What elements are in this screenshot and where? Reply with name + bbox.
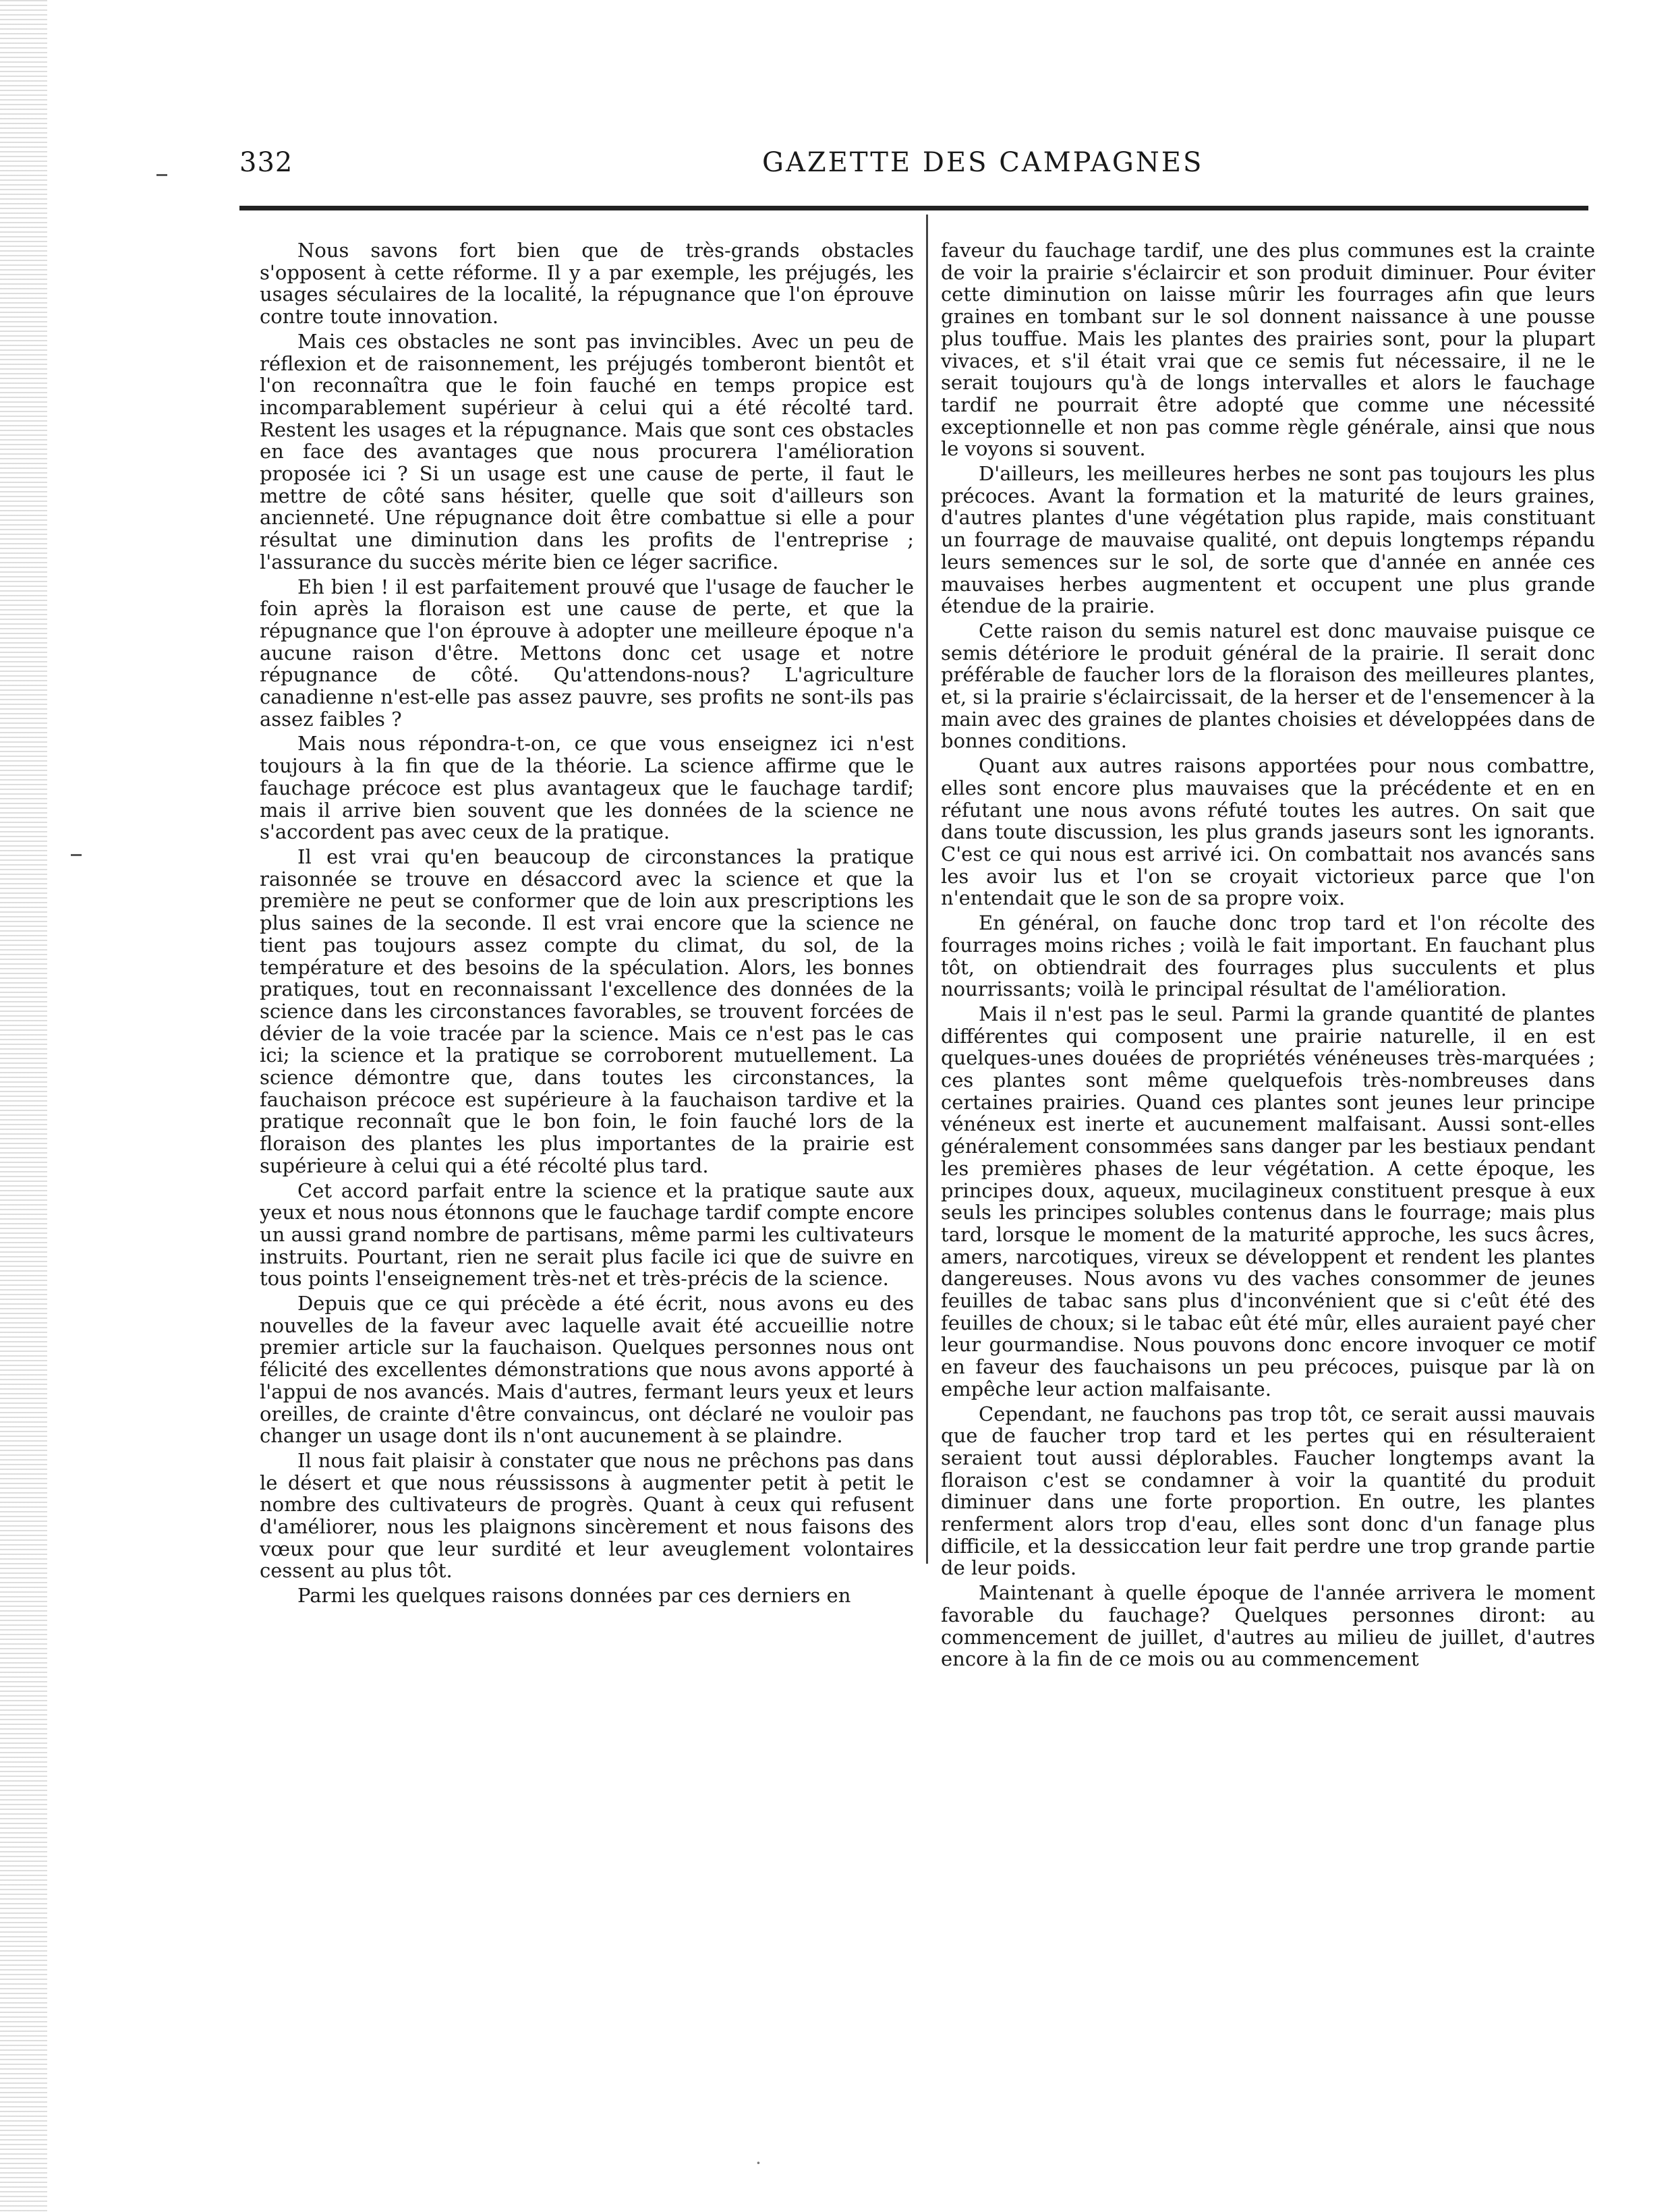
paragraph: Quant aux autres raisons apportées pour nous combattre, elles sont encore plus mauvaises que la précédente et en en réfutant une nous avons réfuté toutes les autres. On sait que dans toute discussion, les plus grands jaseurs sont les ignorants. C'est ce qui nous est arrivé ici. On combattait nos avancés sans les avoir lus et l'on se croyait victorieux parce que l'on n'entendait que le son de sa propre voix. bbox=[941, 754, 1595, 910]
paragraph: Cet accord parfait entre la science et la pratique saute aux yeux et nous nous étonnons que le fauchage tardif compte encore un aussi grand nombre de partisans, même parmi les cultivateurs instruits. Pourtant, rien ne serait plus facile ici que de suivre en tous points l'enseignement très-net et très-précis de la science. bbox=[260, 1179, 914, 1291]
paragraph: Mais nous répondra-t-on, ce que vous enseignez ici n'est toujours à la fin que de la théorie. La science affirme que le fauchage précoce est plus avantageux que le fauchage tardif; mais il arrive bien souvent que les données de la science ne s'accordent pas avec ceux de la pratique. bbox=[260, 732, 914, 844]
paragraph: Il nous fait plaisir à constater que nous ne prêchons pas dans le désert et que nous réussissons à augmenter petit à petit le nombre des cultivateurs de progrès. Quant à ceux qui refusent d'améliorer, nous les plaignons sincèrement et nous faisons des vœux pour que leur surdité et leur aveuglement volontaires cessent au plus tôt. bbox=[260, 1448, 914, 1583]
running-title: GAZETTE DES CAMPAGNES bbox=[762, 147, 1204, 178]
paragraph: Il est vrai qu'en beaucoup de circonstances la pratique raisonnée se trouve en désaccord avec la science et que la première ne peut se conformer que de loin aux prescriptions les plus saines de la seconde. Il est vrai encore que la science ne tient pas toujours assez compte du climat, du sol, de la température et des besoins de la spéculation. Alors, les bonnes pratiques, tout en reconnaissant l'excellence des données de la science dans les circonstances favorables, se trouvent forcées de dévier de la voie tracée par la science. Mais ce n'est pas le cas ici; la science et la pratique se corroborent mutuellement. La science démontre que, dans toutes les circonstances, la fauchaison précoce est supérieure à la fauchaison tardive et la pratique reconnaît que le bon foin, le foin fauché lors de la floraison des plantes les plus importantes de la prairie est supérieure à celui qui a été récolté plus tard. bbox=[260, 845, 914, 1177]
margin-mark bbox=[156, 174, 167, 176]
right-column bbox=[941, 239, 1595, 1673]
page-number: 332 bbox=[239, 147, 293, 178]
paragraph: faveur du fauchage tardif, une des plus communes est la crainte de voir la prairie s'éclaircir et son produit diminuer. Pour éviter cette diminution on laisse mûrir les fourrages afin que leurs graines en tombant sur le sol donnent naissance à une pousse plus touffue. Mais les plantes des prairies sont, pour la plupart vivaces, et s'il était vrai que ce semis fut nécessaire, il ne le serait toujours qu'à de longs intervalles et alors le fauchage tardif ne pourrait être adopté que comme une nécessité exceptionnelle et non pas comme règle générale, ainsi que nous le voyons si souvent. bbox=[941, 239, 1595, 461]
paragraph: Mais ces obstacles ne sont pas invincibles. Avec un peu de réflexion et de raisonnement, les préjugés tomberont bientôt et l'on reconnaîtra que le foin fauché en temps propice est incomparablement supérieur à celui qui a été récolté tard. Restent les usages et la répugnance. Mais que sont ces obstacles en face des avantages que nous procurera l'amélioration proposée ici ? Si un usage est une cause de perte, il faut le mettre de côté sans hésiter, quelle que soit d'ailleurs son ancienneté. Une répugnance doit être combattue si elle a pour résultat une diminution dans les profits de l'entreprise ; l'assurance du succès mérite bien ce léger sacrifice. bbox=[260, 329, 914, 573]
footer-speck: · bbox=[755, 2152, 761, 2174]
paragraph: En général, on fauche donc trop tard et l'on récolte des fourrages moins riches ; voilà le fait important. En fauchant plus tôt, on obtiendrait des fourrages plus succulents et plus nourrissants; voilà le principal résultat de l'amélioration. bbox=[941, 911, 1595, 1001]
paragraph: Cependant, ne fauchons pas trop tôt, ce serait aussi mauvais que de faucher trop tard et les pertes qui en résulteraient seraient tout aussi déplorables. Faucher longtemps avant la floraison c'est se condamner à voir la quantité du produit diminuer dans une forte proportion. En outre, les plantes renferment alors trop d'eau, elles sont donc d'un fanage plus difficile, et la dessiccation leur fait perdre une trop grande partie de leur poids. bbox=[941, 1402, 1595, 1580]
scan-edge-artifact bbox=[0, 0, 47, 2212]
margin-mark bbox=[71, 854, 82, 856]
paragraph: D'ailleurs, les meilleures herbes ne sont pas toujours les plus précoces. Avant la formation et la maturité de leurs graines, d'autres plantes d'une végétation plus rapide, mais constituant un fourrage de mauvaise qualité, ont depuis longtemps répandu leurs semences sur le sol, de sorte que d'année en année ces mauvaises herbes augmentent et occupent une plus grande étendue de la prairie. bbox=[941, 462, 1595, 618]
paragraph: Parmi les quelques raisons données par ces derniers en bbox=[297, 1584, 851, 1608]
left-column bbox=[260, 239, 914, 1610]
paragraph: Eh bien ! il est parfaitement prouvé que l'usage de faucher le foin après la floraison est une cause de perte, et que la répugnance que l'on éprouve à adopter une meilleure époque n'a aucune raison d'être. Mettons donc cet usage et notre répugnance de côté. Qu'attendons-nous? L'agriculture canadienne n'est-elle pas assez pauvre, ses profits ne sont-ils pas assez faibles ? bbox=[260, 575, 914, 731]
header-rule bbox=[239, 206, 1588, 210]
column-divider bbox=[926, 215, 928, 1564]
paragraph: Cette raison du semis naturel est donc mauvaise puisque ce semis détériore le produit général de la prairie. Il serait donc préférable de faucher lors de la floraison des meilleures plantes, et, si la prairie s'éclaircissait, de la herser et de l'ensemencer à la main avec des graines de plantes choisies et développées dans de bonnes conditions. bbox=[941, 619, 1595, 753]
paragraph: Depuis que ce qui précède a été écrit, nous avons eu des nouvelles de la faveur avec laquelle avait été accueillie notre premier article sur la fauchaison. Quelques personnes nous ont félicité des excellentes démonstrations que nous avons apporté à l'appui de nos avancés. Mais d'autres, fermant leurs yeux et leurs oreilles, de crainte d'être convaincus, ont déclaré ne vouloir pas changer un usage dont ils n'ont aucunement à se plaindre. bbox=[260, 1292, 914, 1448]
paragraph: Maintenant à quelle époque de l'année arrivera le moment favorable du fauchage? Quelques personnes diront: au commencement de juillet, d'autres au milieu de juillet, d'autres encore à la fin de ce mois ou au commencement bbox=[941, 1581, 1595, 1671]
paragraph: Mais il n'est pas le seul. Parmi la grande quantité de plantes différentes qui composent une prairie naturelle, il en est quelques-unes douées de propriétés vénéneuses très-marquées ; ces plantes sont même quelquefois très-nombreuses dans certaines prairies. Quand ces plantes sont jeunes leur principe vénéneux est inerte et aucunement malfaisant. Aussi sont-elles généralement consommées sans danger par les bestiaux pendant les premières phases de leur végétation. A cette époque, les principes doux, aqueux, mucilagineux constituent presque à eux seuls les principes solubles contenus dans le fourrage; mais plus tard, lorsque le moment de la maturité approche, les sucs âcres, amers, narcotiques, vireux se développent et rendent les plantes dangereuses. Nous avons vu des vaches consommer de jeunes feuilles de tabac sans plus d'inconvénient que si c'eût été des feuilles de choux; si le tabac eût été mûr, elles auraient payé cher leur gourmandise. Nous pouvons donc encore invoquer ce motif en faveur des fauchaisons un peu précoces, puisque par là on empêche leur action malfaisante. bbox=[941, 1002, 1595, 1400]
paragraph: Nous savons fort bien que de très-grands obstacles s'opposent à cette réforme. Il y a par exemple, les préjugés, les usages séculaires de la localité, la répugnance que l'on éprouve contre toute innovation. bbox=[260, 239, 914, 329]
page-header bbox=[239, 147, 1582, 188]
